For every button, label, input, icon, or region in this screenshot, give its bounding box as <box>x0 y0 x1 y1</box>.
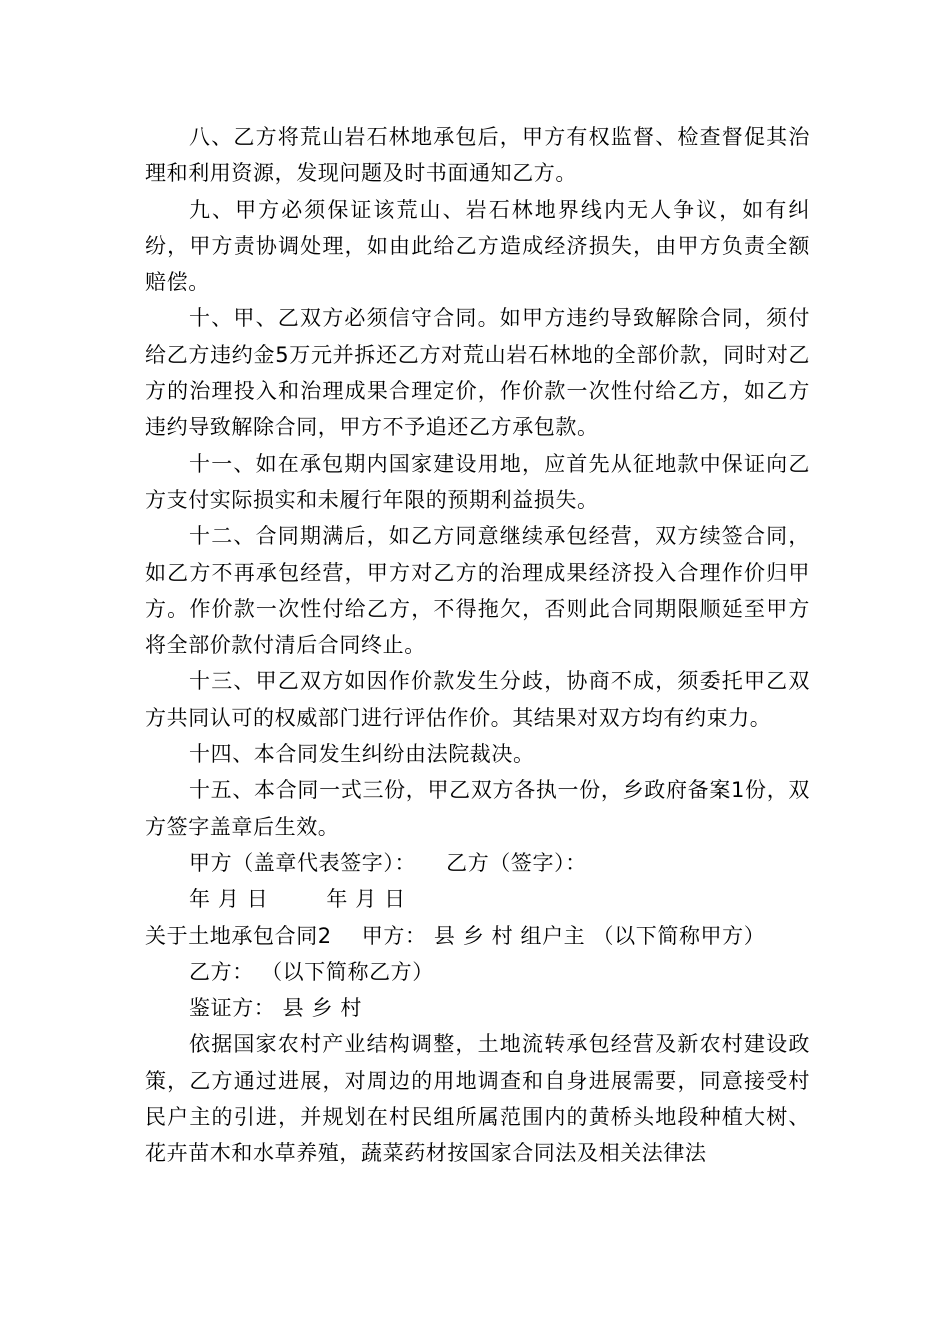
clause-11: 十一、如在承包期内国家建设用地，应首先从征地款中保证向乙方支付实际损实和未履行年限的预期利益损失。 <box>145 451 810 512</box>
contract2-party-a: 甲方： 县 乡 村 组户主 （以下简称甲方） <box>361 923 766 948</box>
party-a-signature-label: 甲方（盖章代表签字）： <box>189 850 417 875</box>
document-body <box>145 119 810 1172</box>
contract2-witness: 鉴证方： 县 乡 村 <box>189 996 363 1021</box>
contract2-header-line <box>145 918 810 954</box>
contract2-title: 关于土地承包合同2 <box>145 923 332 948</box>
party-b-signature-label: 乙方（签字）： <box>446 850 587 875</box>
signature-line <box>145 845 810 881</box>
clause-9: 九、甲方必须保证该荒山、岩石林地界线内无人争议，如有纠纷，甲方责协调处理，如由此给乙方造成经济损失，由甲方负责全额赔偿。 <box>145 197 810 295</box>
party-b-date: 年 月 日 <box>326 887 406 912</box>
contract2-intro: 依据国家农村产业结构调整，土地流转承包经营及新农村建设政策，乙方通过进展，对周边的用地调查和自身进展需要，同意接受村民户主的引进，并规划在村民组所属范围内的黄桥头地段种植大树、花卉苗木和水草养殖，蔬菜药材按国家合同法及相关法律法 <box>145 1032 810 1166</box>
clause-8: 八、乙方将荒山岩石林地承包后，甲方有权监督、检查督促其治理和利用资源，发现问题及时书面通知乙方。 <box>145 125 810 186</box>
contract2-party-b: 乙方： （以下简称乙方） <box>189 959 434 984</box>
clause-14: 十四、本合同发生纠纷由法院裁决。 <box>189 742 535 767</box>
clause-15: 十五、本合同一式三份，甲乙双方各执一份，乡政府备案1份，双方签字盖章后生效。 <box>145 778 810 839</box>
party-a-date: 年 月 日 <box>189 887 269 912</box>
clause-10: 十、甲、乙双方必须信守合同。如甲方违约导致解除合同，须付给乙方违约金5万元并拆还乙方对荒山岩石林地的全部价款，同时对乙方的治理投入和治理成果合理定价，作价款一次性付给乙方，如乙方违约导致解除合同，甲方不予追还乙方承包款。 <box>145 306 810 440</box>
clause-13: 十三、甲乙双方如因作价款发生分歧，协商不成，须委托甲乙双方共同认可的权威部门进行评估作价。其结果对双方均有约束力。 <box>145 669 810 730</box>
date-line <box>145 881 810 917</box>
clause-12: 十二、合同期满后，如乙方同意继续承包经营，双方续签合同，如乙方不再承包经营，甲方对乙方的治理成果经济投入合理作价归甲方。作价款一次性付给乙方，不得拖欠，否则此合同期限顺延至甲方将全部价款付清后合同终止。 <box>145 524 810 658</box>
